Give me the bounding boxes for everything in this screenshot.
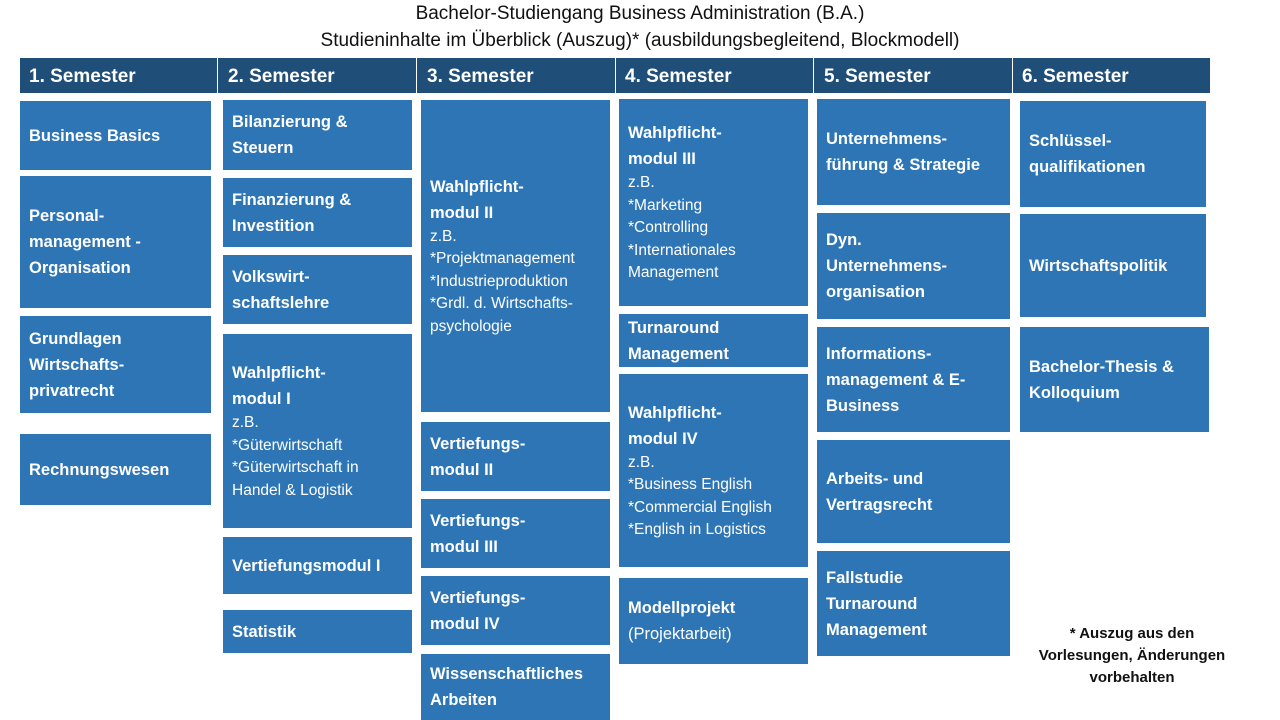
module-wahlpflichtmodul-1 bbox=[223, 334, 412, 528]
module-label: Wahlpflicht- modul IV bbox=[628, 403, 722, 448]
footnote: * Auszug aus den Vorlesungen, Änderungen vorbehalten bbox=[1038, 625, 1226, 686]
module-unternehmensfuehrung bbox=[817, 99, 1010, 205]
module-label: Dyn. Unternehmens- organisation bbox=[826, 231, 948, 301]
module-label: Schlüssel- qualifikationen bbox=[1029, 132, 1146, 176]
module-bachelor-thesis bbox=[1020, 327, 1209, 432]
module-wahlpflichtmodul-2 bbox=[421, 100, 610, 412]
module-label: Personal- management - Organisation bbox=[29, 207, 141, 277]
module-turnaround-management bbox=[619, 314, 808, 367]
module-label: Bachelor-Thesis & Kolloquium bbox=[1029, 357, 1174, 402]
module-label: Finanzierung & Investition bbox=[232, 190, 352, 235]
module-vertiefungsmodul-3 bbox=[421, 499, 610, 568]
module-label: Vertiefungsmodul I bbox=[232, 556, 381, 575]
diagram-title-line2: Studieninhalte im Überblick (Auszug)* (ausbildungsbegleitend, Blockmodell) bbox=[320, 30, 960, 51]
module-finanzierung bbox=[223, 178, 412, 247]
module-label: Grundlagen Wirtschafts- privatrecht bbox=[29, 329, 125, 400]
diagram-title-line1: Bachelor-Studiengang Business Administration (B.A.) bbox=[415, 3, 865, 24]
module-label: Turnaround Management bbox=[628, 318, 729, 363]
module-label: Unternehmens- führung & Strategie bbox=[826, 130, 981, 174]
module-label: Vertiefungs- modul IV bbox=[430, 588, 526, 633]
semester-header-5: 5. Semester bbox=[815, 58, 1013, 93]
module-label: Modellprojekt bbox=[628, 599, 736, 617]
module-arbeits-vertragsrecht bbox=[817, 440, 1010, 543]
module-subtitle: (Projektarbeit) bbox=[628, 625, 732, 643]
module-label: Business Basics bbox=[29, 126, 161, 145]
module-wirtschaftspolitik bbox=[1020, 214, 1206, 317]
module-wissenschaftliches-arbeiten bbox=[421, 654, 610, 720]
module-detail: z.B. *Business English *Commercial English *English in Logistics bbox=[628, 453, 772, 538]
module-label: Wahlpflicht- modul II bbox=[430, 177, 524, 222]
semester-header-6: 6. Semester bbox=[1022, 66, 1129, 87]
module-business-basics bbox=[20, 101, 211, 170]
module-grundlagen-wirtschaftsprivatrecht bbox=[20, 316, 211, 413]
module-vertiefungsmodul-4 bbox=[421, 576, 610, 645]
module-label: Bilanzierung & Steuern bbox=[232, 113, 348, 157]
module-detail: z.B. *Projektmanagement *Industrieproduktion *Grdl. d. Wirtschafts- psychologie bbox=[430, 227, 575, 335]
semester-header-2: 2. Semester bbox=[219, 58, 417, 93]
module-statistik bbox=[223, 610, 412, 653]
module-label: Rechnungswesen bbox=[29, 460, 170, 479]
module-label: Vertiefungs- modul II bbox=[430, 434, 526, 479]
module-label: Statistik bbox=[232, 622, 297, 641]
module-wahlpflichtmodul-3 bbox=[619, 99, 808, 306]
module-informationsmanagement bbox=[817, 327, 1010, 432]
module-bilanzierung bbox=[223, 100, 412, 170]
module-personalmanagement bbox=[20, 176, 211, 308]
module-label: Vertiefungs- modul III bbox=[430, 511, 526, 556]
module-label: Wahlpflicht- modul I bbox=[232, 364, 326, 408]
module-modellprojekt bbox=[619, 578, 808, 664]
semester-header-1: 1. Semester bbox=[20, 58, 218, 93]
module-wahlpflichtmodul-4 bbox=[619, 374, 808, 567]
module-detail: z.B. *Güterwirtschaft *Güterwirtschaft in Handel & Logistik bbox=[232, 414, 359, 499]
module-label: Wissenschaftliches Arbeiten bbox=[430, 665, 583, 709]
module-vertiefungsmodul-1 bbox=[223, 537, 412, 594]
module-label: Fallstudie Turnaround Management bbox=[826, 568, 927, 639]
semester-header-4: 4. Semester bbox=[616, 58, 814, 93]
module-label: Informations- management & E- Business bbox=[826, 344, 966, 415]
module-fallstudie-turnaround bbox=[817, 551, 1010, 656]
module-label: Wirtschaftspolitik bbox=[1029, 256, 1168, 275]
module-detail: z.B. *Marketing *Controlling *Internationales Management bbox=[628, 174, 736, 282]
semester-header-3: 3. Semester bbox=[418, 58, 616, 93]
module-label: Wahlpflicht- modul III bbox=[628, 124, 722, 169]
module-label: Volkswirt- schaftslehre bbox=[232, 267, 330, 312]
module-dyn-unternehmensorganisation bbox=[817, 213, 1010, 319]
module-vertiefungsmodul-2 bbox=[421, 422, 610, 491]
module-label: Arbeits- und Vertragsrecht bbox=[826, 469, 933, 514]
module-volkswirtschaftslehre bbox=[223, 255, 412, 324]
module-rechnungswesen bbox=[20, 434, 211, 505]
module-schluesselqualifikationen bbox=[1020, 101, 1206, 207]
